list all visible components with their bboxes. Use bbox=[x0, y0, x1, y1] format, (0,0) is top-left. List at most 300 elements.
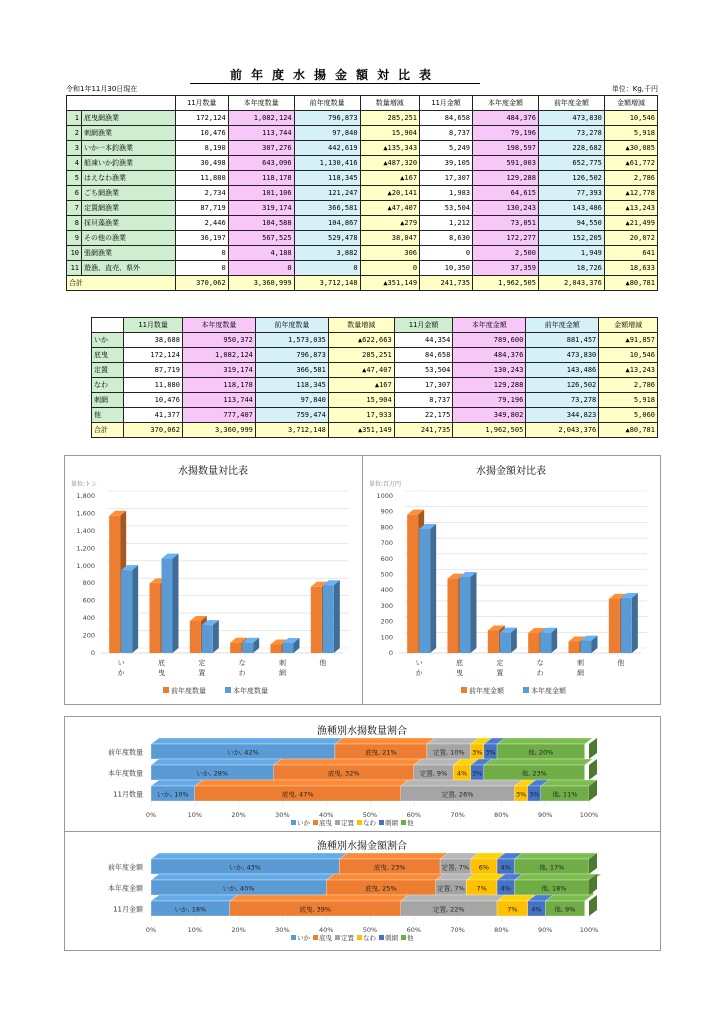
table-cell: 366,581 bbox=[294, 201, 360, 216]
table-cell: 113,744 bbox=[182, 393, 255, 408]
segment-label: 底曳, 25% bbox=[365, 884, 397, 893]
table-cell: 319,174 bbox=[228, 201, 294, 216]
table-cell: 172,124 bbox=[124, 348, 183, 363]
table-cell: ▲487,320 bbox=[360, 156, 419, 171]
bar-side bbox=[632, 593, 638, 653]
x-tick-label: 30% bbox=[275, 811, 290, 819]
bar-本年度金額 bbox=[419, 529, 430, 653]
legend-label: 底曳 bbox=[319, 819, 332, 827]
table-cell: ▲135,343 bbox=[360, 141, 419, 156]
table-cell: 5,249 bbox=[420, 141, 473, 156]
table-row bbox=[67, 126, 658, 141]
x-tick-label: 70% bbox=[450, 926, 465, 934]
x-tick-label: 定 bbox=[496, 659, 504, 667]
bar-前年度数量 bbox=[150, 583, 161, 653]
y-tick-label: 200 bbox=[380, 617, 393, 626]
table-cell: 10,546 bbox=[604, 111, 657, 126]
row-number: 3 bbox=[67, 141, 82, 156]
total-row bbox=[92, 423, 658, 438]
table-cell: 84,658 bbox=[420, 111, 473, 126]
table-cell: 38,047 bbox=[360, 231, 419, 246]
table-cell: 15,904 bbox=[328, 393, 394, 408]
x-tick-label: 他 bbox=[319, 659, 327, 667]
bar-side bbox=[173, 554, 179, 653]
y-tick-label: 500 bbox=[380, 570, 393, 579]
row-number: 2 bbox=[67, 126, 82, 141]
table-row bbox=[92, 363, 658, 378]
page-title: 前年度水揚金額対比表 bbox=[190, 68, 480, 84]
segment-top bbox=[151, 853, 347, 859]
segment-label: 4% bbox=[456, 769, 468, 778]
table-cell: 759,474 bbox=[255, 408, 328, 423]
segment-label: 定置, 10% bbox=[433, 748, 465, 757]
legend-label: いか bbox=[297, 934, 310, 942]
table-cell: 1,573,035 bbox=[255, 333, 328, 348]
legend-label: 定置 bbox=[341, 819, 354, 827]
segment-label: いか, 28% bbox=[196, 769, 229, 778]
segment-top bbox=[195, 780, 409, 786]
table-cell: 17,933 bbox=[328, 408, 394, 423]
row-label: 本年度数量 bbox=[108, 769, 143, 778]
table-cell: 38,688 bbox=[124, 333, 183, 348]
y-tick-label: 400 bbox=[380, 586, 393, 595]
table-cell: 94,550 bbox=[538, 216, 604, 231]
bar-本年度数量 bbox=[283, 643, 294, 653]
amount-share-chart bbox=[65, 832, 660, 950]
table-cell: 77,393 bbox=[538, 186, 604, 201]
y-tick-label: 700 bbox=[380, 539, 393, 548]
segment-label: 7% bbox=[507, 905, 518, 914]
table-cell: 306 bbox=[360, 246, 419, 261]
chart-title: 水揚金額対比表 bbox=[476, 466, 546, 477]
column-header: 前年度金額 bbox=[526, 318, 599, 333]
row-name: 採貝藻漁業 bbox=[82, 216, 176, 231]
table-cell: 18,633 bbox=[604, 261, 657, 276]
total-cell: 241,735 bbox=[394, 423, 453, 438]
unit-label: 単位:百万円 bbox=[369, 481, 402, 488]
table-row bbox=[92, 378, 658, 393]
x-tick-label: 70% bbox=[450, 811, 465, 819]
segment-top bbox=[427, 738, 479, 744]
segment-label: 3% bbox=[472, 748, 483, 757]
row-number: 9 bbox=[67, 231, 82, 246]
table-cell: ▲30,085 bbox=[604, 141, 657, 156]
segment-top bbox=[151, 738, 343, 744]
table-row bbox=[67, 111, 658, 126]
total-cell: 3,712,148 bbox=[255, 423, 328, 438]
bar-本年度数量 bbox=[242, 643, 253, 653]
table-cell: 5,060 bbox=[599, 408, 658, 423]
bar-本年度数量 bbox=[162, 559, 173, 653]
table-cell: 129,288 bbox=[473, 171, 539, 186]
bar-前年度数量 bbox=[190, 621, 201, 653]
segment-top bbox=[484, 759, 593, 765]
table-cell: 15,904 bbox=[360, 126, 419, 141]
legend-swatch bbox=[401, 820, 406, 825]
table-cell: 17,307 bbox=[420, 171, 473, 186]
y-tick-label: 0 bbox=[388, 649, 393, 657]
row-name: 定置 bbox=[92, 363, 124, 378]
quantity-share-chart bbox=[65, 717, 660, 832]
table-cell: 10,546 bbox=[599, 348, 658, 363]
legend-swatch bbox=[163, 687, 169, 693]
total-cell: ▲351,149 bbox=[360, 276, 419, 291]
x-tick-label: 80% bbox=[494, 811, 509, 819]
table-cell: 1,212 bbox=[420, 216, 473, 231]
x-tick-label: 置 bbox=[496, 669, 504, 677]
x-tick-label: 刺 bbox=[279, 659, 286, 667]
table-cell: 0 bbox=[175, 246, 228, 261]
table-row bbox=[67, 261, 658, 276]
table-cell: 118,345 bbox=[294, 171, 360, 186]
column-header: 本年度金額 bbox=[473, 96, 539, 111]
unit-label: 単位:トン bbox=[71, 481, 98, 488]
x-tick-label: 40% bbox=[318, 811, 334, 819]
table-cell: 1,983 bbox=[420, 186, 473, 201]
table-cell: 22,175 bbox=[394, 408, 453, 423]
table-cell: 118,178 bbox=[228, 171, 294, 186]
x-tick-label: 置 bbox=[198, 669, 206, 677]
x-tick-label: 曳 bbox=[158, 669, 165, 677]
column-header: 前年度金額 bbox=[538, 96, 604, 111]
table-row bbox=[67, 231, 658, 246]
row-label: 11月数量 bbox=[113, 790, 143, 799]
segment-top bbox=[515, 853, 597, 859]
fishery-table bbox=[66, 95, 658, 291]
segment-label: 定置, 26% bbox=[441, 790, 474, 799]
x-tick-label: 10% bbox=[187, 811, 203, 819]
segment-label: 定置, 7% bbox=[441, 863, 470, 872]
table-cell: 2,786 bbox=[599, 378, 658, 393]
y-tick-label: 300 bbox=[380, 601, 393, 610]
segment-top bbox=[515, 874, 602, 880]
legend-swatch bbox=[357, 820, 362, 825]
total-cell: 1,962,505 bbox=[453, 423, 526, 438]
table-cell: ▲13,243 bbox=[599, 363, 658, 378]
table-cell: 1,082,124 bbox=[182, 348, 255, 363]
table-cell: 129,288 bbox=[453, 378, 526, 393]
table-cell: 0 bbox=[420, 246, 473, 261]
legend-label: 本年度数量 bbox=[233, 687, 268, 695]
table-cell: 2,500 bbox=[473, 246, 539, 261]
x-tick-label: 60% bbox=[406, 926, 422, 934]
total-label: 合計 bbox=[67, 276, 176, 291]
table-cell: 319,174 bbox=[182, 363, 255, 378]
bar-side bbox=[132, 565, 138, 653]
segment-top bbox=[151, 759, 282, 765]
table-row bbox=[67, 246, 658, 261]
table-cell: 73,278 bbox=[526, 393, 599, 408]
segment-top bbox=[541, 780, 597, 786]
segment-top bbox=[401, 780, 523, 786]
x-tick-label: い bbox=[117, 659, 125, 667]
x-tick-label: 10% bbox=[187, 926, 203, 934]
table-cell: 79,196 bbox=[473, 126, 539, 141]
table-cell: 152,205 bbox=[538, 231, 604, 246]
segment-label: 底曳, 47% bbox=[281, 790, 314, 799]
table-cell: ▲21,499 bbox=[604, 216, 657, 231]
legend-swatch bbox=[313, 935, 318, 940]
y-tick-label: 1,800 bbox=[76, 492, 95, 500]
row-name: 張網漁業 bbox=[82, 246, 176, 261]
legend-label: 他 bbox=[407, 934, 414, 942]
table-cell: 1,949 bbox=[538, 246, 604, 261]
table-cell: 2,734 bbox=[175, 186, 228, 201]
segment-label: 3% bbox=[472, 769, 483, 778]
row-name: その他の漁業 bbox=[82, 231, 176, 246]
legend-swatch bbox=[357, 935, 362, 940]
x-tick-label: 網 bbox=[279, 669, 286, 677]
bar-前年度数量 bbox=[230, 643, 241, 653]
table-cell: 0 bbox=[294, 261, 360, 276]
legend-label: 前年度金額 bbox=[469, 687, 504, 695]
table-row bbox=[67, 201, 658, 216]
x-tick-label: な bbox=[238, 659, 246, 667]
segment-top bbox=[326, 874, 444, 880]
segment-label: 定置, 9% bbox=[419, 769, 448, 778]
y-tick-label: 800 bbox=[380, 523, 393, 532]
x-tick-label: 40% bbox=[318, 926, 334, 934]
table-cell: 39,105 bbox=[420, 156, 473, 171]
species-table bbox=[91, 317, 658, 438]
bar-本年度金額 bbox=[460, 577, 471, 653]
segment-label: 定置, 7% bbox=[437, 884, 465, 893]
row-name: なわ bbox=[92, 378, 124, 393]
bar-本年度数量 bbox=[121, 570, 132, 653]
table-cell: 73,278 bbox=[538, 126, 604, 141]
x-tick-label: 定 bbox=[198, 659, 206, 667]
segment-side bbox=[589, 738, 597, 759]
x-tick-label: 20% bbox=[231, 811, 246, 819]
x-tick-label: か bbox=[117, 669, 125, 677]
table-cell: 5,918 bbox=[599, 393, 658, 408]
bar-前年度数量 bbox=[311, 587, 322, 653]
y-tick-label: 1,200 bbox=[76, 544, 95, 553]
y-tick-label: 900 bbox=[380, 507, 393, 516]
table-cell: 104,588 bbox=[228, 216, 294, 231]
segment-top bbox=[401, 895, 505, 901]
legend-swatch bbox=[291, 935, 296, 940]
row-label: 前年度数量 bbox=[108, 748, 143, 757]
chart-title: 水揚数量対比表 bbox=[178, 466, 248, 477]
table-cell: 36,197 bbox=[175, 231, 228, 246]
table-cell: 126,502 bbox=[526, 378, 599, 393]
segment-top bbox=[230, 895, 409, 901]
row-name: いか一本釣漁業 bbox=[82, 141, 176, 156]
bar-前年度数量 bbox=[109, 516, 120, 653]
x-tick-label: 50% bbox=[362, 926, 378, 934]
table-cell: 10,476 bbox=[175, 126, 228, 141]
bar-前年度金額 bbox=[448, 579, 459, 653]
segment-label: 6% bbox=[478, 863, 490, 872]
table-row bbox=[67, 186, 658, 201]
table-cell: 567,525 bbox=[228, 231, 294, 246]
table-cell: 18,726 bbox=[538, 261, 604, 276]
y-tick-label: 1,600 bbox=[76, 509, 95, 518]
table-cell: 87,719 bbox=[175, 201, 228, 216]
segment-label: 他, 18% bbox=[541, 884, 567, 893]
x-tick-label: 底 bbox=[158, 659, 165, 667]
legend-swatch bbox=[523, 687, 529, 693]
column-header: 11月数量 bbox=[175, 96, 228, 111]
y-tick-label: 200 bbox=[82, 631, 95, 640]
legend-label: なわ bbox=[363, 934, 376, 942]
total-cell: 3,360,999 bbox=[182, 423, 255, 438]
row-name: はえなわ漁業 bbox=[82, 171, 176, 186]
y-tick-label: 1,400 bbox=[76, 526, 95, 535]
total-cell: ▲80,781 bbox=[599, 423, 658, 438]
total-cell: 370,062 bbox=[175, 276, 228, 291]
table-cell: 198,597 bbox=[473, 141, 539, 156]
table-cell: 777,407 bbox=[182, 408, 255, 423]
row-label: 本年度金額 bbox=[108, 884, 143, 893]
x-tick-label: 80% bbox=[494, 926, 509, 934]
table-cell: 484,376 bbox=[453, 348, 526, 363]
x-tick-label: 刺 bbox=[577, 659, 584, 667]
row-number: 1 bbox=[67, 111, 82, 126]
legend-swatch bbox=[291, 820, 296, 825]
table-row bbox=[67, 156, 658, 171]
table-cell: 796,873 bbox=[294, 111, 360, 126]
y-tick-label: 100 bbox=[380, 633, 393, 642]
bar-side bbox=[213, 620, 219, 653]
row-label: 11月金額 bbox=[113, 905, 143, 914]
amount-bar-chart bbox=[363, 456, 660, 704]
segment-label: 他, 11% bbox=[552, 790, 578, 799]
column-header: 数量増減 bbox=[360, 96, 419, 111]
x-tick-label: な bbox=[536, 659, 544, 667]
y-tick-label: 800 bbox=[82, 579, 95, 588]
segment-label: 7% bbox=[476, 884, 487, 893]
column-header: 本年度数量 bbox=[182, 318, 255, 333]
legend-label: 本年度金額 bbox=[531, 687, 566, 695]
table-cell: 484,376 bbox=[473, 111, 539, 126]
segment-label: 4% bbox=[500, 884, 511, 893]
table-cell: 64,615 bbox=[473, 186, 539, 201]
segment-label: 他, 17% bbox=[539, 863, 565, 872]
segment-top bbox=[151, 895, 238, 901]
table-cell: ▲279 bbox=[360, 216, 419, 231]
x-tick-label: 50% bbox=[362, 811, 378, 819]
segment-top bbox=[545, 895, 592, 901]
legend-swatch bbox=[335, 820, 340, 825]
table-cell: 1,082,124 bbox=[228, 111, 294, 126]
x-tick-label: わ bbox=[238, 669, 246, 677]
x-tick-label: 網 bbox=[577, 669, 584, 677]
y-tick-label: 1000 bbox=[376, 492, 393, 500]
table-cell: 5,918 bbox=[604, 126, 657, 141]
bar-前年度金額 bbox=[407, 515, 418, 653]
table-cell: 349,802 bbox=[453, 408, 526, 423]
table-cell: ▲12,778 bbox=[604, 186, 657, 201]
column-header: 本年度金額 bbox=[453, 318, 526, 333]
table-cell: 10,350 bbox=[420, 261, 473, 276]
x-tick-label: 90% bbox=[537, 811, 553, 819]
total-cell: 241,735 bbox=[420, 276, 473, 291]
bar-本年度金額 bbox=[581, 641, 592, 653]
table-row bbox=[92, 408, 658, 423]
quantity-share-panel bbox=[64, 716, 661, 833]
row-number: 6 bbox=[67, 186, 82, 201]
table-cell: ▲167 bbox=[328, 378, 394, 393]
table-cell: 442,619 bbox=[294, 141, 360, 156]
table-cell: ▲167 bbox=[360, 171, 419, 186]
row-name: ごち網漁業 bbox=[82, 186, 176, 201]
x-tick-label: い bbox=[415, 659, 423, 667]
x-tick-label: 0% bbox=[145, 811, 157, 819]
x-tick-label: 他 bbox=[617, 659, 625, 667]
segment-label: 底曳, 23% bbox=[373, 863, 406, 872]
y-tick-label: 1,000 bbox=[76, 561, 95, 570]
legend-label: なわ bbox=[363, 819, 376, 827]
segment-label: 4% bbox=[531, 905, 542, 914]
quantity-chart-panel bbox=[64, 455, 363, 705]
segment-label: 3% bbox=[485, 748, 496, 757]
table-cell: 130,243 bbox=[473, 201, 539, 216]
table-cell: 53,504 bbox=[394, 363, 453, 378]
table-cell: 307,276 bbox=[228, 141, 294, 156]
table-row bbox=[67, 171, 658, 186]
bar-前年度金額 bbox=[569, 642, 580, 653]
y-tick-label: 600 bbox=[82, 596, 95, 605]
table-cell: 950,372 bbox=[182, 333, 255, 348]
x-tick-label: 100% bbox=[579, 811, 599, 819]
x-tick-label: 曳 bbox=[456, 669, 463, 677]
bar-本年度金額 bbox=[540, 633, 551, 653]
table-cell: 8,630 bbox=[420, 231, 473, 246]
table-row bbox=[92, 393, 658, 408]
segment-label: 底曳, 39% bbox=[299, 905, 332, 914]
table-cell: 641 bbox=[604, 246, 657, 261]
row-name: 刺網漁業 bbox=[82, 126, 176, 141]
segment-label: いか, 43% bbox=[229, 863, 261, 872]
table-cell: 796,873 bbox=[255, 348, 328, 363]
table-cell: 8,190 bbox=[175, 141, 228, 156]
table-cell: 8,737 bbox=[394, 393, 453, 408]
segment-top bbox=[274, 759, 422, 765]
row-label: 前年度金額 bbox=[108, 863, 143, 872]
total-cell: ▲80,781 bbox=[604, 276, 657, 291]
header-blank bbox=[67, 96, 176, 111]
table-cell: 8,737 bbox=[420, 126, 473, 141]
row-name: いか bbox=[92, 333, 124, 348]
total-label: 合計 bbox=[92, 423, 124, 438]
bar-前年度金額 bbox=[528, 633, 539, 653]
segment-top bbox=[335, 738, 435, 744]
table-cell: 118,345 bbox=[255, 378, 328, 393]
column-header: 数量増減 bbox=[328, 318, 394, 333]
table-cell: 79,196 bbox=[453, 393, 526, 408]
segment-label: 定置, 22% bbox=[433, 905, 465, 914]
x-tick-label: 底 bbox=[456, 659, 463, 667]
table-cell: 37,359 bbox=[473, 261, 539, 276]
table-cell: 30,498 bbox=[175, 156, 228, 171]
segment-top bbox=[497, 738, 593, 744]
segment-label: 他, 20% bbox=[528, 748, 554, 757]
table-cell: 285,251 bbox=[328, 348, 394, 363]
legend-swatch bbox=[379, 820, 384, 825]
table-cell: 473,830 bbox=[526, 348, 599, 363]
x-tick-label: 0% bbox=[145, 926, 157, 934]
segment-label: 他, 23% bbox=[521, 769, 547, 778]
segment-side bbox=[589, 895, 597, 916]
x-tick-label: わ bbox=[536, 669, 544, 677]
table-cell: 344,823 bbox=[526, 408, 599, 423]
table-cell: 87,719 bbox=[124, 363, 183, 378]
total-cell: 3,360,999 bbox=[228, 276, 294, 291]
segment-label: いか, 42% bbox=[227, 748, 259, 757]
table-cell: 0 bbox=[360, 261, 419, 276]
